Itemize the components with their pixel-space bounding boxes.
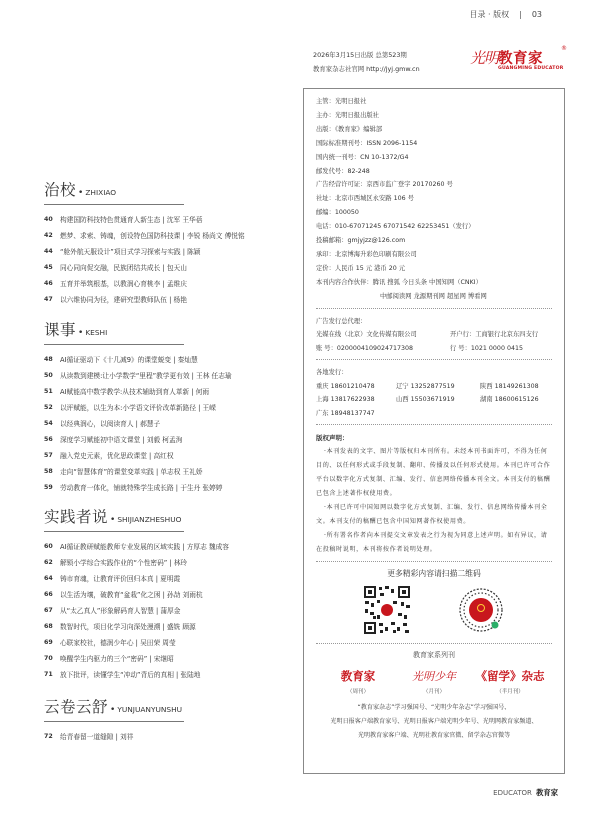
toc-page: 71 <box>44 670 53 678</box>
toc-entry[interactable] <box>44 351 284 367</box>
section-title-cn: 课事 <box>44 321 77 339</box>
toc-page: 59 <box>44 483 53 491</box>
toc-title: 铸市育魂，让教育评价回归本真 | 夏明霞 <box>60 575 181 583</box>
series-item-guangming-youth <box>396 668 472 695</box>
page-footer <box>493 788 558 798</box>
toc-page: 69 <box>44 638 53 646</box>
series-item-study-abroad <box>472 668 548 695</box>
section-title-en: ZHIXIAO <box>85 188 117 197</box>
ad-agent <box>316 315 552 356</box>
toc-page: 45 <box>44 263 53 271</box>
info-line: 承印：北京博海升彩色印刷有限公司 <box>316 250 417 258</box>
toc-title: 放下批评，读懂学生“冲动”背后的真相 | 张陆地 <box>60 671 201 679</box>
distribution <box>316 366 552 420</box>
page-header <box>469 9 542 20</box>
series-frequency: （月刊） <box>422 689 445 696</box>
toc-entry[interactable] <box>44 554 284 570</box>
toc-title: 五育并举筑根基，以教润心育桃李 | 孟维庆 <box>60 280 187 288</box>
toc-list <box>44 728 284 744</box>
toc-page: 56 <box>44 435 53 443</box>
series-channels <box>316 701 552 743</box>
toc-title: AI循证驱动下《十几减9》的课堂蜕变 | 秦灿慧 <box>60 356 198 364</box>
toc-entry[interactable] <box>44 618 284 634</box>
issue-website: 教育家杂志社官网 http://jyj.gmw.cn <box>313 65 420 73</box>
header-separator: | <box>519 10 522 19</box>
toc-entry[interactable] <box>44 399 284 415</box>
info-line: 国内统一刊号：CN 10-1372/G4 <box>316 153 409 161</box>
registered-icon: ® <box>561 45 567 52</box>
divider <box>316 359 552 360</box>
toc-title: “舱外航天服设计”项目式学习探索与实践 | 陈颖 <box>60 248 201 256</box>
toc-page: 66 <box>44 590 53 598</box>
toc-title: 从“太乙真人”形象解码育人智慧 | 蒲厚金 <box>60 607 181 615</box>
section-title-en: KESHI <box>85 328 108 337</box>
info-line: 邮编：100050 <box>316 209 359 217</box>
info-line: 社址：北京市西城区永安路 106 号 <box>316 195 414 203</box>
toc-title: AI循证教研赋能教师专业发展的区域实践 | 方厚志 魏成容 <box>60 543 229 551</box>
toc-title: 以生活为壤，破教育“盆栽”化之困 | 孙劼 刘雨杭 <box>60 591 203 599</box>
toc-entry[interactable] <box>44 650 284 666</box>
distributor: 辽宁 13252877519 <box>396 382 455 390</box>
info-line: 定价：人民币 15 元 港币 20 元 <box>316 264 406 272</box>
toc-page: 51 <box>44 387 53 395</box>
toc-title: 构建国防科技特色贯通育人新生态 | 沈军 王华蓓 <box>60 216 203 224</box>
toc-title: 深度学习赋能初中语文课堂 | 刘毅 柯孟洵 <box>60 436 183 444</box>
toc-entry[interactable] <box>44 431 284 447</box>
copyright-paragraph: ·本刊已许可中国知网以数字化方式复制、汇编、发行、信息网络传播本刊全文。本刊支付的稿酬已包含中国知网著作权使用费。 <box>316 504 548 526</box>
distributor: 上海 13817622938 <box>316 396 375 404</box>
toc-section-keshi <box>44 318 232 495</box>
info-line: 邮发代号：82-248 <box>316 167 370 175</box>
logo-english: GUANGMING EDUCATOR <box>498 66 564 71</box>
mini-program-code[interactable] <box>457 585 505 635</box>
toc-list <box>44 211 284 307</box>
agent-title: 广告发行总代理： <box>316 317 367 325</box>
distribution-title: 各地发行： <box>316 369 348 377</box>
series-list <box>316 668 552 695</box>
toc-title: 以六维协同为径，建研究型教师队伍 | 杨艳 <box>60 296 187 304</box>
toc-title: AI赋能高中数学教学:从技术辅助到育人革新 | 何雨 <box>60 388 210 396</box>
toc-page: 58 <box>44 467 53 475</box>
bullet-icon: • <box>78 188 84 198</box>
toc-title: 同心同向促交融，民族团结共成长 | 包天山 <box>60 264 187 272</box>
logo-name: 教育家 <box>498 51 543 67</box>
series-channel-line: 光明日报客户端教育家号、光明日报客户端光明少年号、光明网教育家频道、 <box>330 718 538 726</box>
divider <box>316 308 552 309</box>
toc-page: 44 <box>44 247 53 255</box>
series-item-educator <box>320 668 396 695</box>
copyright-paragraph: ·所有署名作者向本刊提交文章发表之行为视为同意上述声明。如有异议，请在投稿时说明，本刊将按作者说明处理。 <box>316 532 548 554</box>
toc-page: 46 <box>44 279 53 287</box>
toc-page: 52 <box>44 403 53 411</box>
toc-title: 劳动教育一体化，铺就特殊学生成长路 | 于生丹 张婷婷 <box>60 484 223 492</box>
toc-page: 67 <box>44 606 53 614</box>
series-channel-line: 光明教育家客户端、光明社教育家官微、留学杂志官微等 <box>357 732 511 740</box>
toc-page: 50 <box>44 371 53 379</box>
series-name: 《留学》杂志 <box>475 669 545 684</box>
toc-entry[interactable] <box>44 211 284 227</box>
toc-entry[interactable] <box>44 479 284 495</box>
distributor: 陕西 18149261308 <box>480 382 539 390</box>
toc-title: 数智时代，项目化学习向深处漫溯 | 盛铣 顾源 <box>60 623 196 631</box>
toc-title: 给青春留一道缝隙 | 刘祥 <box>60 733 134 741</box>
toc-title: 走向“智慧体育”的课堂变革实践 | 单志权 王礼娇 <box>60 468 203 476</box>
toc-page: 42 <box>44 231 53 239</box>
bullet-icon: • <box>110 515 116 525</box>
section-heading <box>44 695 184 722</box>
toc-section-yunjuanyunshu <box>44 695 184 744</box>
distributor: 山西 15503671919 <box>396 396 455 404</box>
toc-entry[interactable] <box>44 728 284 744</box>
toc-entry[interactable] <box>44 415 284 431</box>
toc-entry[interactable] <box>44 538 284 554</box>
footer-en: EDUCATOR <box>493 789 532 797</box>
wechat-qr-code[interactable] <box>363 585 411 635</box>
toc-title: 以经典润心，以阅读育人 | 郝慧子 <box>60 420 161 428</box>
toc-entry[interactable] <box>44 275 284 291</box>
toc-list <box>44 351 284 495</box>
toc-page: 64 <box>44 574 53 582</box>
copyright-paragraph: ·本刊发表的文字、图片等版权归本刊所有。未经本刊书面许可，不得为任何目的、以任何形式或手段复制、翻印、传播及以任何形式使用。本刊已许可合作平台以数字化方式复制、汇编、发行、信息网络传播本刊全文。本刊支付的稿酬已包含上述著作权使用费。 <box>316 448 551 498</box>
toc-page: 62 <box>44 558 53 566</box>
toc-section-shijianzheshuo <box>44 505 229 682</box>
toc-entry[interactable] <box>44 586 284 602</box>
toc-list <box>44 538 284 682</box>
agent-bank-no: 行 号：1021 0000 0415 <box>450 344 523 352</box>
info-line: 电话：010-67071245 67071542 62253451（发行） <box>316 223 475 231</box>
copyright-notice <box>316 431 552 557</box>
issue-date: 2026年3月15日出版 总第523期 <box>313 51 407 59</box>
toc-title: 燃梦、求索、铸魂，创设特色国防科技课 | 李锐 杨尚文 傅悦铭 <box>60 232 245 240</box>
toc-page: 40 <box>44 215 53 223</box>
series-channel-line: “教育家杂志”学习强国号、“光明少年杂志”学习强国号、 <box>357 704 511 712</box>
info-line: 广告经营许可证：京西市监广登字 20170260 号 <box>316 181 453 189</box>
toc-entry[interactable] <box>44 447 284 463</box>
section-label: 目录 · 版权 <box>469 10 510 19</box>
toc-entry[interactable] <box>44 227 284 243</box>
section-heading <box>44 318 184 345</box>
info-line: 主办：光明日报出版社 <box>316 111 379 119</box>
divider <box>316 643 552 644</box>
toc-title: 心联家校社，德润少年心 | 吴田荣 周莹 <box>60 639 176 647</box>
guangming-educator-logo <box>466 47 586 77</box>
divider <box>316 424 552 425</box>
toc-title: 唤醒学生内驱力的三个“密码” | 宋继昭 <box>60 655 174 663</box>
toc-entry[interactable] <box>44 666 284 682</box>
distributor: 重庆 18601210478 <box>316 382 375 390</box>
info-line: 国际标准期刊号：ISSN 2096-1154 <box>316 139 418 147</box>
toc-entry[interactable] <box>44 243 284 259</box>
toc-page: 54 <box>44 419 53 427</box>
toc-title: 融入党史元素，优化思政课堂 | 高红权 <box>60 452 174 460</box>
series-title: 教育家系列刊 <box>413 651 455 660</box>
distributor: 广东 18948137747 <box>316 409 375 417</box>
issue-info <box>313 48 420 76</box>
section-title-en: SHIJIANZHESHUO <box>117 515 182 524</box>
section-title-en: YUNJUANYUNSHU <box>117 705 183 714</box>
info-line: 中邮阅读网 龙源期刊网 超星网 博看网 <box>380 292 487 300</box>
agent-bank: 开户行：工商银行北京东四支行 <box>450 331 539 339</box>
copyright-title: 版权声明： <box>316 434 349 443</box>
series-name: 教育家 <box>340 669 376 684</box>
info-line: 本刊内容合作伙伴：腾讯 搜狐 今日头条 中国知网（CNKI） <box>316 278 482 286</box>
toc-title: 解锁小学综合实践作业的“个性密码” | 林玲 <box>60 559 188 567</box>
toc-entry[interactable] <box>44 602 284 618</box>
agent-account: 账 号：0200004109024717308 <box>316 344 414 352</box>
divider <box>316 561 552 562</box>
series-frequency: （半月刊） <box>496 689 524 696</box>
publication-info <box>316 95 552 304</box>
series-frequency: （周刊） <box>346 689 369 696</box>
footer-cn: 教育家 <box>536 788 558 797</box>
toc-entry[interactable] <box>44 383 284 399</box>
toc-page: 60 <box>44 542 53 550</box>
distributor: 湖南 18600615126 <box>480 396 539 404</box>
section-heading <box>44 178 184 205</box>
toc-title: 从读数到建模:让小学数学“里程”教学更有效 | 王林 任志瑜 <box>60 372 232 380</box>
toc-page: 57 <box>44 451 53 459</box>
info-line: 出版：《教育家》编辑部 <box>316 125 383 133</box>
logo-script: 光明 <box>470 49 499 67</box>
toc-page: 72 <box>44 732 53 740</box>
qr-title: 更多精彩内容请扫描二维码 <box>387 569 481 579</box>
toc-page: 68 <box>44 622 53 630</box>
toc-section-zhixiao <box>44 178 245 307</box>
qr-codes <box>316 585 552 639</box>
page-number: 03 <box>531 10 542 19</box>
toc-entry[interactable] <box>44 463 284 479</box>
toc-title: 以评赋能，以生为本:小学语文评价改革新路径 | 王嵘 <box>60 404 216 412</box>
toc-page: 48 <box>44 355 53 363</box>
section-title-cn: 云卷云舒 <box>44 698 109 716</box>
toc-entry[interactable] <box>44 259 284 275</box>
toc-entry[interactable] <box>44 570 284 586</box>
section-heading <box>44 505 184 532</box>
masthead-box <box>303 88 565 774</box>
toc-page: 70 <box>44 654 53 662</box>
agent-company: 光媒在线（北京）文化传媒有限公司 <box>316 331 417 339</box>
toc-entry[interactable] <box>44 634 284 650</box>
series-name: 光明少年 <box>412 670 456 684</box>
section-title-cn: 治校 <box>44 181 77 199</box>
info-line: 投稿邮箱：gmjyjzz@126.com <box>316 237 406 245</box>
bullet-icon: • <box>78 328 84 338</box>
toc-entry[interactable] <box>44 291 284 307</box>
toc-page: 47 <box>44 295 53 303</box>
toc-entry[interactable] <box>44 367 284 383</box>
bullet-icon: • <box>110 705 116 715</box>
section-title-cn: 实践者说 <box>44 508 109 526</box>
info-line: 主管：光明日报社 <box>316 98 367 105</box>
